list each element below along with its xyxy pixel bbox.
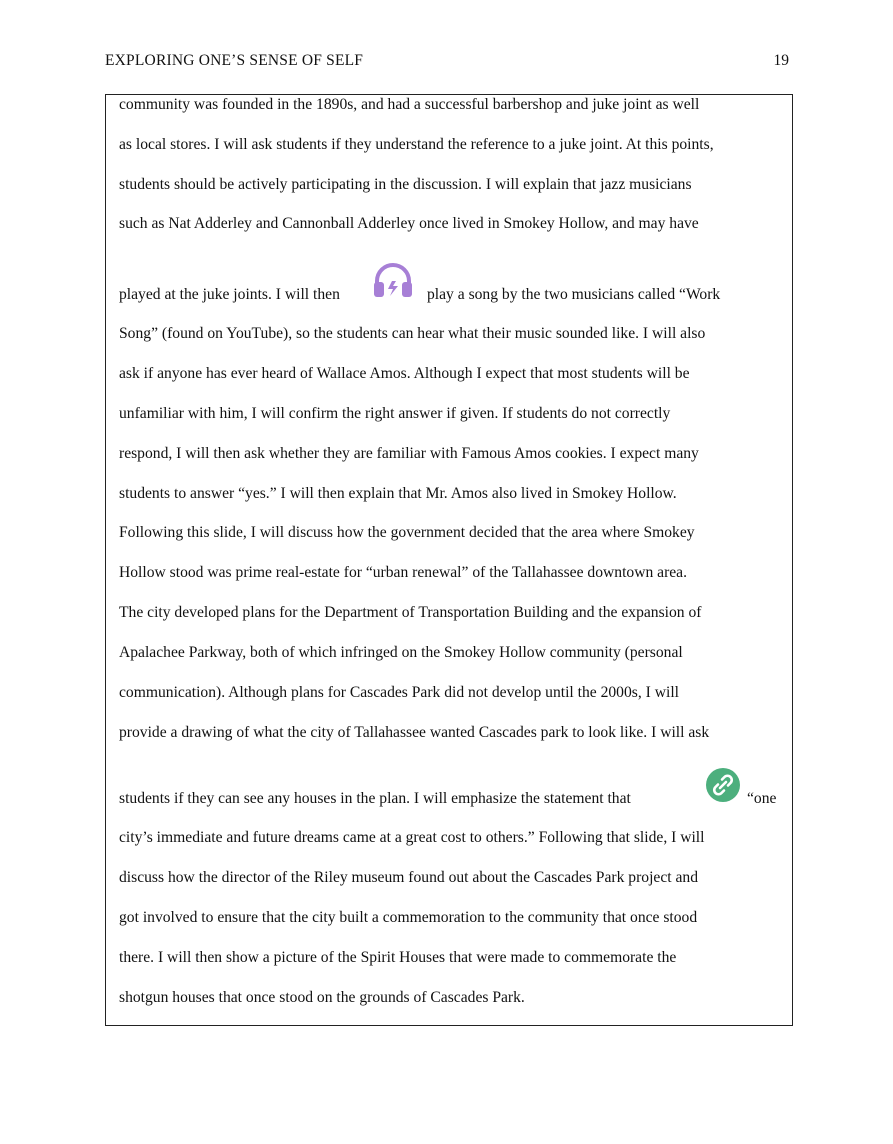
body-line: respond, I will then ask whether they are familiar with Famous Amos cookies. I expect many bbox=[119, 445, 699, 462]
body-line: got involved to ensure that the city built a commemoration to the community that once stood bbox=[119, 909, 698, 926]
body-line: students if they can see any houses in the plan. I will emphasize the statement that bbox=[119, 790, 631, 807]
body-line: such as Nat Adderley and Cannonball Adderley once lived in Smokey Hollow, and may have bbox=[119, 215, 699, 232]
body-line: students to answer “yes.” I will then explain that Mr. Amos also lived in Smokey Hollow. bbox=[119, 485, 677, 502]
running-head: EXPLORING ONE’S SENSE OF SELF bbox=[105, 52, 364, 69]
body-line: unfamiliar with him, I will confirm the right answer if given. If students do not correctly bbox=[119, 405, 671, 422]
body-line: Song” (found on YouTube), so the students can hear what their music sounded like. I will also bbox=[119, 325, 706, 342]
body-line: ask if anyone has ever heard of Wallace Amos. Although I expect that most students will be bbox=[119, 365, 690, 382]
body-line: play a song by the two musicians called “Work bbox=[427, 286, 721, 303]
page-header bbox=[105, 52, 789, 74]
body-line: played at the juke joints. I will then bbox=[119, 286, 340, 303]
body-line: as local stores. I will ask students if they understand the reference to a juke joint. At this points, bbox=[119, 136, 714, 153]
body-line: there. I will then show a picture of the Spirit Houses that were made to commemorate the bbox=[119, 949, 677, 966]
body-line: discuss how the director of the Riley museum found out about the Cascades Park project and bbox=[119, 869, 699, 886]
page-number: 19 bbox=[773, 52, 789, 69]
body-line: The city developed plans for the Department of Transportation Building and the expansion of bbox=[119, 604, 702, 621]
body-line: students should be actively participating in the discussion. I will explain that jazz musicians bbox=[119, 176, 692, 193]
headphones-icon[interactable] bbox=[372, 261, 414, 301]
body-line: city’s immediate and future dreams came at a great cost to others.” Following that slide, I will bbox=[119, 829, 705, 846]
link-icon[interactable] bbox=[705, 767, 741, 803]
body-line: Following this slide, I will discuss how the government decided that the area where Smokey bbox=[119, 524, 695, 541]
body-line: Apalachee Parkway, both of which infringed on the Smokey Hollow community (personal bbox=[119, 644, 683, 661]
text-box bbox=[105, 94, 793, 1026]
body-line: community was founded in the 1890s, and had a successful barbershop and juke joint as well bbox=[119, 96, 700, 113]
body-line: provide a drawing of what the city of Tallahassee wanted Cascades park to look like. I will ask bbox=[119, 724, 710, 741]
body-line: communication). Although plans for Cascades Park did not develop until the 2000s, I will bbox=[119, 684, 679, 701]
body-line: Hollow stood was prime real-estate for “urban renewal” of the Tallahassee downtown area. bbox=[119, 564, 688, 581]
body-line: shotgun houses that once stood on the grounds of Cascades Park. bbox=[119, 989, 525, 1006]
body-line: “one bbox=[747, 790, 777, 807]
